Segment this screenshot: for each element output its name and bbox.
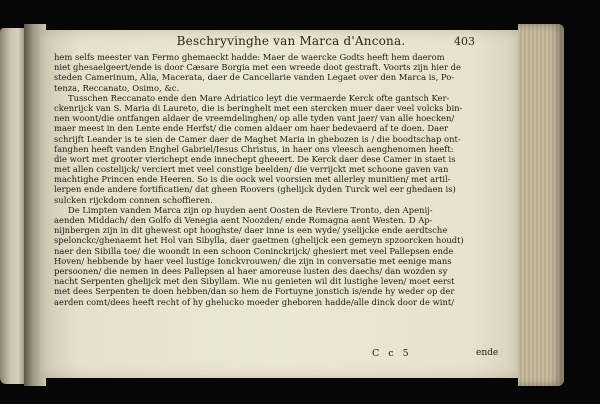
running-head: Beschryvinghe van Marca d'Ancona.	[176, 34, 406, 48]
text-line: schrijft Leander is te sien de Camer daer de Maghet Maria in ghebozen is / die boodtschap ont-	[54, 133, 461, 144]
text-line: spelonckc/ghenaemt het Hol van Sibylla, daer gaetmen (ghelijck een gemeyn spzoorcken houdt)	[54, 235, 464, 246]
text-line: tenza, Reccanato, Osimo, &c.	[54, 82, 180, 93]
text-line: maer meest in den Lente ende Herfst/ die comen aldaer om haer bedevaerd af te doen. Daer	[54, 123, 449, 134]
text-line: Hoven/ hebbende by haer veel lustige Ionckvrouwen/ die zijn in conversatie met eenige mans	[54, 255, 452, 266]
text-line: nacht Serpenten ghelijck met den Sibyllam. Wie nu genieten wil dit lustighe leven/ moet eerst	[54, 276, 455, 287]
signature-mark: C c 5	[372, 348, 412, 359]
body-text	[54, 52, 514, 352]
page-fore-edge	[518, 24, 564, 386]
text-line: nen woont/die ontfangen aldaer de vreemdelinghen/ op alle tyden vant jaer/ van alle hoecken/	[54, 113, 455, 124]
catchword: ende	[476, 348, 499, 358]
text-line: aerden comt/dees heeft recht of hy ghelucko moeder gheboren hadde/alle dinck door de wint/	[54, 296, 455, 307]
text-line: nijnbergen zijn in dit ghewest opt hooghste/ daer inne is een wyde/ yselijcke ende aerdtsche	[54, 225, 448, 236]
text-line: met dees Serpenten te doen hebben/dan so hem de Fortuyne jonstich is/ende hy weder op der	[54, 286, 455, 297]
text-line: machtighe Princen ende Heeren. So is die oock wel voorsien met allerley munitien/ met artil-	[54, 174, 451, 185]
text-line: niet ghesaelgeert/ende is door Cæsare Borgia met een wreede doot gestraft. Voorts zijn hier de	[54, 62, 461, 73]
text-line: aenden Middach/ den Golfo di Venegia aent Noozden/ ende Romagna aent Westen. D Ap-	[54, 215, 433, 225]
text-line: De Limpten vanden Marca zijn op huyden aent Oosten de Reviere Tronto, den Apenij-	[68, 204, 433, 215]
left-page-edge	[0, 28, 26, 384]
text-line: naer den Sibilla toe/ die woondt in een schoon Coninckrijck/ ghesiert met veel Pallepsen ende	[54, 245, 454, 256]
text-line: hem selfs meester van Fermo ghemaeckt hadde: Maer de waercke Godts heeft hem daerom	[54, 52, 445, 62]
text-line: ckenrijck van S. Maria di Laureto, die is beringhelt met een stercken muer daer veel volcks bin-	[54, 102, 463, 113]
text-line: lerpen ende andere fortificatien/ dat gheen Roovers (ghelijck dyden Turck wel eer ghedaen is)	[54, 184, 456, 195]
page-number: 403	[454, 35, 475, 48]
text-line: sulcken rijckdom connen schoffieren.	[54, 194, 213, 205]
text-line: fanghen heeft vanden Enghel Gabriel/Iesus Christus, in haer ons vleesch aenghenomen heeft:	[54, 143, 454, 154]
text-line: steden Camerinum, Alia, Macerata, daer de Cancellarie vanden Legaet over den Marca is, Po-	[54, 72, 455, 83]
text-line: die wort met grooter vierichept ende innechept gheeert. De Kerck daer dese Camer in staet is	[54, 153, 456, 164]
text-line: persoonen/ die nemen in dees Pallepsen al haer amoreuse lusten des daechs/ dan wozden sy	[54, 265, 448, 276]
text-line: Tusschen Reccanato ende den Mare Adriatico leyt die vermaerde Kerck ofte gantsch Ker-	[68, 92, 450, 103]
text-line: met allen costelijck/ verciert met veel constige beelden/ die verrijckt met schoone gaven van	[54, 164, 449, 175]
